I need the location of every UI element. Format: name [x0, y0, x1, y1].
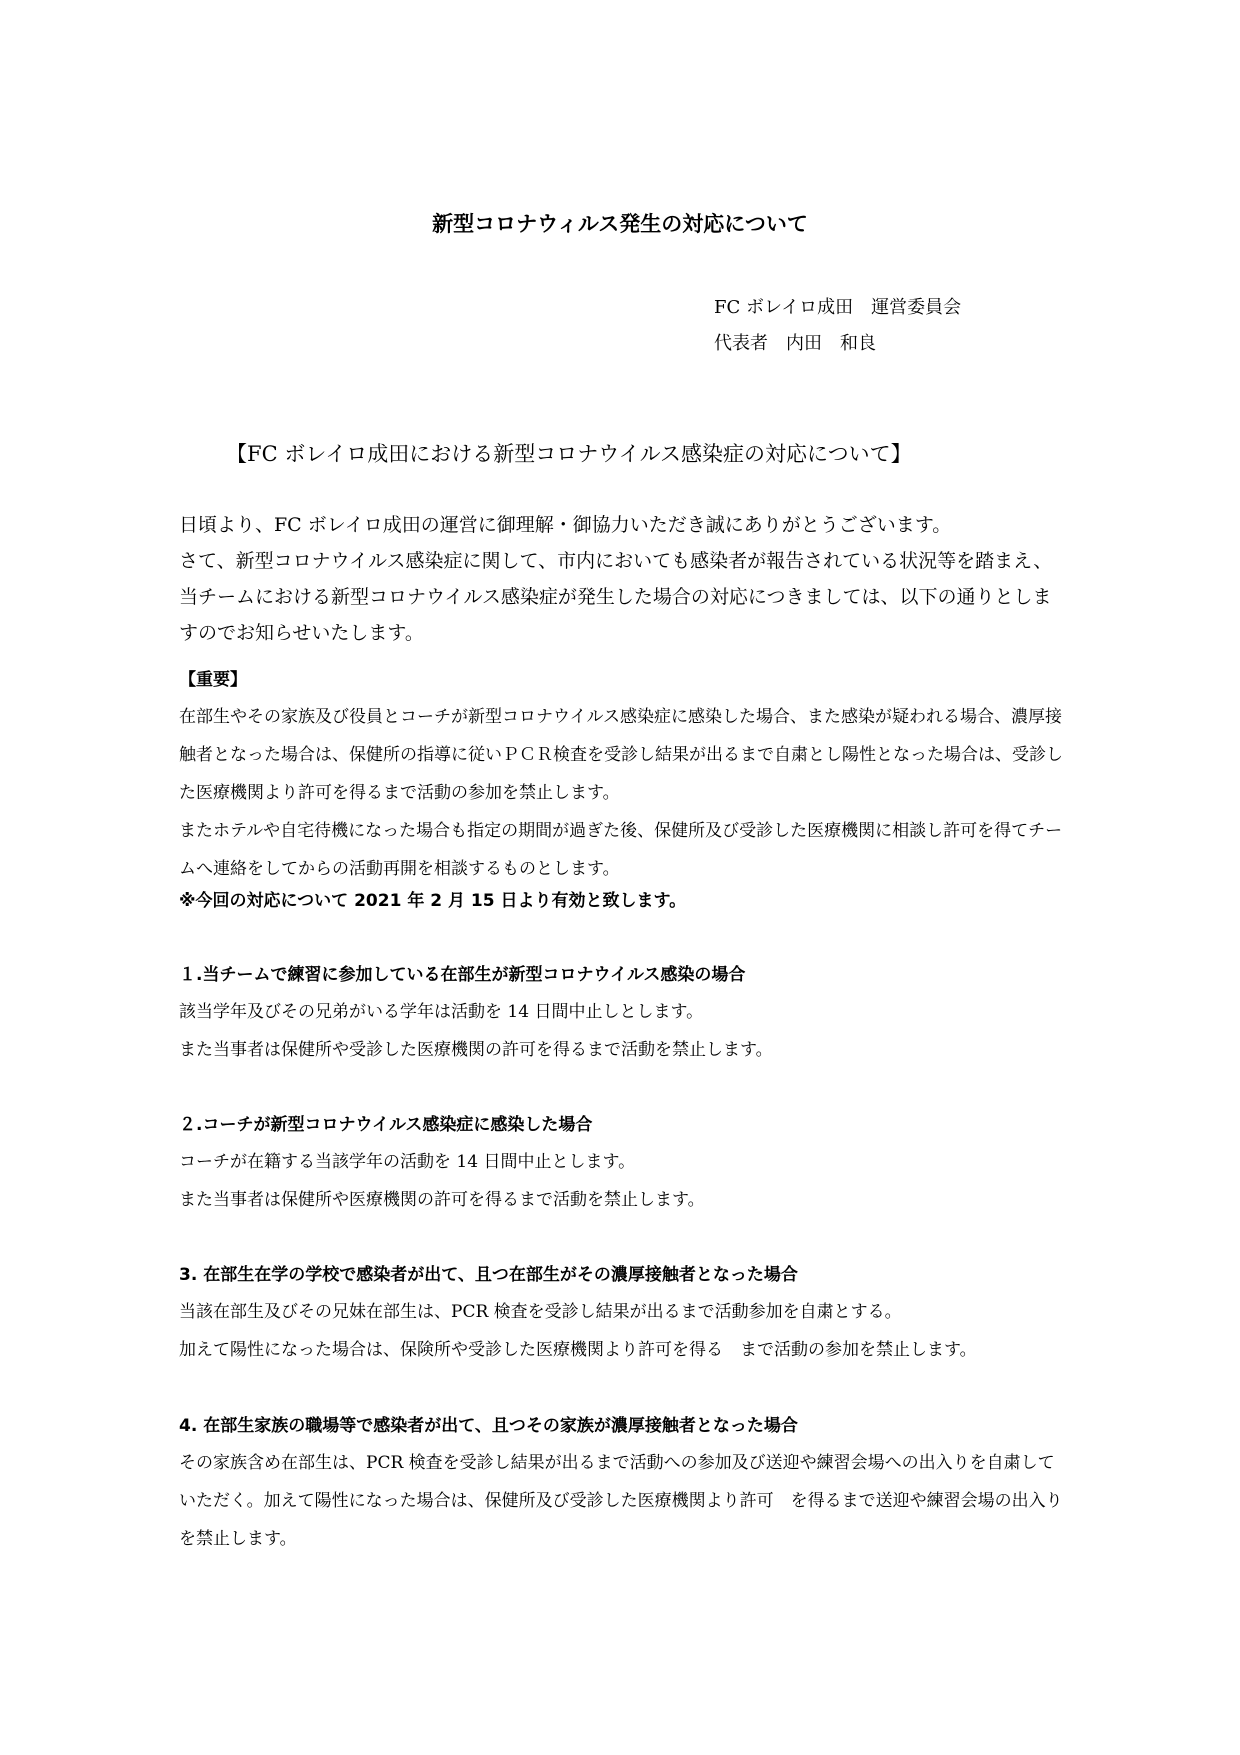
section-2	[179, 1107, 1069, 1219]
section-line: 当該在部生及びその兄妹在部生は、PCR 検査を受診し結果が出るまで活動参加を自粛とする。	[179, 1302, 902, 1322]
section-body	[179, 1293, 1069, 1369]
intro-paragraph	[179, 507, 1069, 651]
section-line: コーチが在籍する当該学年の活動を 14 日間中止とします。	[179, 1152, 636, 1172]
organization-name: FC ボレイロ成田 運営委員会	[714, 297, 962, 318]
section-line: その家族含め在部生は、PCR 検査を受診し結果が出るまで活動への参加及び送迎や練習会場への出入りを自粛していただく。加えて陽性になった場合は、保健所及び受診した医療機関より許可 を得るまで送迎や練習会場の出入りを禁止します。	[179, 1453, 1063, 1549]
section-heading: 4. 在部生家族の職場等で感染者が出て、且つその家族が濃厚接触者となった場合	[179, 1416, 798, 1436]
important-body	[179, 698, 1069, 888]
section-heading: １.当チームで練習に参加している在部生が新型コロナウイルス感染の場合	[179, 965, 746, 985]
intro-line: さて、新型コロナウイルス感染症に関して、市内においても感染者が報告されている状況等を踏まえ、当チームにおける新型コロナウイルス感染症が発生した場合の対応につきましては、以下の通りとしますのでお知らせいたします。	[179, 550, 1053, 644]
representative-name: 代表者 内田 和良	[714, 333, 876, 354]
page-title: 新型コロナウィルス発生の対応について	[432, 212, 808, 236]
section-1	[179, 957, 1069, 1069]
intro-line: 日頃より、FC ボレイロ成田の運営に御理解・御協力いただき誠にありがとうございます。	[179, 514, 952, 536]
section-4	[179, 1408, 1069, 1558]
section-line: また当事者は保健所や受診した医療機関の許可を得るまで活動を禁止します。	[179, 1040, 773, 1060]
section-3	[179, 1257, 1069, 1369]
effective-date-note: ※今回の対応について 2021 年 2 月 15 日より有効と致します。	[179, 891, 687, 911]
section-heading: 3. 在部生在学の学校で感染者が出て、且つ在部生がその濃厚接触者となった場合	[179, 1265, 798, 1285]
section-line: 該当学年及びその兄弟がいる学年は活動を 14 日間中止しとします。	[179, 1002, 704, 1022]
important-label: 【重要】	[179, 670, 247, 690]
organization-block	[714, 290, 961, 362]
important-paragraph: 在部生やその家族及び役員とコーチが新型コロナウイルス感染症に感染した場合、また感染が疑われる場合、濃厚接触者となった場合は、保健所の指導に従いＰＣＲ検査を受診し結果が出るまで自粛とし陽性となった場合は、受診した医療機関より許可を得るまで活動の参加を禁止します。	[179, 707, 1063, 803]
important-paragraph: またホテルや自宅待機になった場合も指定の期間が過ぎた後、保健所及び受診した医療機関に相談し許可を得てチームへ連絡をしてからの活動再開を相談するものとします。	[179, 821, 1063, 879]
section-heading: ２.コーチが新型コロナウイルス感染症に感染した場合	[179, 1115, 593, 1135]
section-line: 加えて陽性になった場合は、保険所や受診した医療機関より許可を得る まで活動の参加を禁止します。	[179, 1340, 977, 1360]
section-line: また当事者は保健所や医療機関の許可を得るまで活動を禁止します。	[179, 1190, 705, 1210]
section-body	[179, 1143, 1069, 1219]
section-body	[179, 993, 1069, 1069]
notice-heading: 【FC ボレイロ成田における新型コロナウイルス感染症の対応について】	[226, 442, 912, 466]
section-body	[179, 1444, 1069, 1558]
